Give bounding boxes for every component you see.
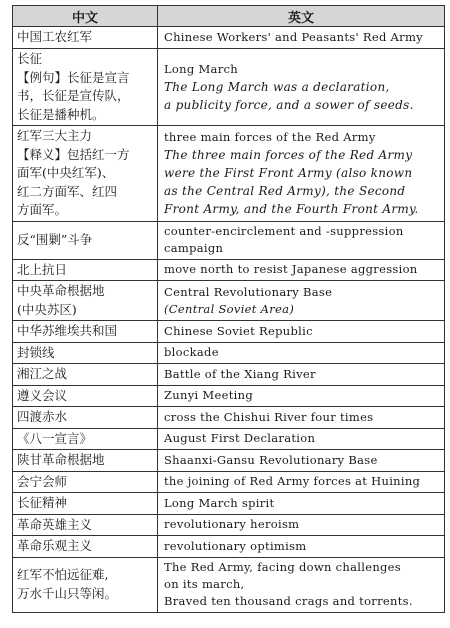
cell-chinese [13,450,158,472]
english-text-line: revolutionary heroism [164,517,300,532]
chinese-text-line: 长征是播种机。 [17,106,105,122]
header-chinese: 中文 [13,6,158,27]
table-row [13,428,445,450]
english-text-line: on its march, [164,577,245,591]
cell-english [158,450,445,472]
cell-english [158,557,445,612]
english-text-line: Battle of the Xiang River [164,366,316,381]
english-text-line: counter-encirclement and -suppression [164,224,404,238]
chinese-text-line: 中央革命根据地 [17,283,105,298]
table-row [13,493,445,515]
chinese-text-line: 湘江之战 [17,366,68,381]
glossary-table-container [12,5,444,613]
chinese-text-line: 四渡赤水 [17,409,68,424]
chinese-text-line: 红二方面军、红四 [17,183,118,199]
cell-english [158,428,445,450]
cell-chinese [13,364,158,386]
cell-chinese [13,471,158,493]
english-text-line: Chinese Soviet Republic [164,323,313,338]
english-text-line: Chinese Workers' and Peasants' Red Army [164,30,423,44]
chinese-text-line: 封锁线 [17,344,55,360]
english-text-line: August First Declaration [164,431,316,446]
english-text-line: revolutionary optimism [164,538,307,553]
table-row [13,557,445,612]
cell-chinese [13,321,158,343]
table-row [13,536,445,558]
table-row [13,221,445,259]
cell-english [158,126,445,222]
cell-chinese [13,221,158,259]
chinese-text-line: 反“围剿”斗争 [17,231,93,247]
english-text-line: campaign [164,241,224,255]
chinese-text-line: 红军三大主力 [17,128,93,143]
chinese-text-line: 【释义】包括红一方 [17,146,130,162]
cell-chinese [13,536,158,558]
chinese-text-line: 北上抗日 [17,261,68,277]
table-row [13,281,445,321]
english-example-line: a publicity force, and a sower of seeds. [164,97,414,112]
cell-chinese [13,407,158,429]
english-text-line: cross the Chishui River four times [164,409,374,424]
english-text-line: Shaanxi-Gansu Revolutionary Base [164,452,378,467]
cell-chinese [13,281,158,321]
english-example-line: as the Central Red Army), the Second [164,183,406,198]
english-text-line: Braved ten thousand crags and torrents. [164,594,413,608]
cell-english [158,281,445,321]
cell-english [158,385,445,407]
glossary-table [12,5,445,613]
chinese-text-line: 红军不怕远征难, [17,567,109,582]
chinese-text-line: 遵义会议 [17,387,68,403]
english-text-line: blockade [164,345,219,360]
chinese-text-line: 中华苏维埃共和国 [17,323,118,338]
chinese-text-line: 长征 [17,51,43,66]
table-row [13,321,445,343]
chinese-text-line: 《八一宣言》 [17,430,93,446]
chinese-text-line: 长征精神 [17,495,68,510]
cell-chinese [13,259,158,281]
table-row [13,385,445,407]
cell-english [158,407,445,429]
cell-english [158,514,445,536]
chinese-text-line: 万水千山只等闲。 [17,585,118,601]
cell-chinese [13,493,158,515]
cell-english [158,364,445,386]
english-text-line: Long March spirit [164,495,275,510]
cell-chinese [13,385,158,407]
chinese-text-line: 方面军。 [17,202,68,217]
chinese-text-line: 革命英雄主义 [17,516,93,532]
table-row [13,514,445,536]
table-row [13,49,445,126]
cell-chinese [13,514,158,536]
cell-english [158,471,445,493]
cell-chinese [13,27,158,49]
table-row [13,364,445,386]
table-row [13,407,445,429]
english-text-line: Central Revolutionary Base [164,284,333,299]
table-body [13,27,445,613]
chinese-text-line: 【例句】长征是宣言 [17,69,130,85]
cell-chinese [13,49,158,126]
chinese-text-line: 面军(中央红军)、 [17,165,115,180]
cell-english [158,259,445,281]
cell-english [158,27,445,49]
header-english: 英文 [158,6,445,27]
english-text-line: three main forces of the Red Army [164,129,376,144]
table-row [13,450,445,472]
cell-english [158,321,445,343]
english-example-line: The three main forces of the Red Army [164,147,413,162]
table-row [13,259,445,281]
chinese-text-line: 书，长征是宣传队， [17,88,130,103]
table-row [13,471,445,493]
table-row [13,126,445,222]
cell-chinese [13,126,158,222]
cell-chinese [13,342,158,364]
english-text-line: The Red Army, facing down challenges [164,560,401,574]
cell-english [158,49,445,126]
cell-english [158,536,445,558]
english-example-line: The Long March was a declaration, [164,79,390,94]
english-text-line: move north to resist Japanese aggression [164,262,418,277]
table-row [13,27,445,49]
english-text-line: Long March [164,61,238,76]
chinese-text-line: (中央苏区) [17,301,77,317]
english-text-line: the joining of Red Army forces at Huining [164,474,421,489]
english-text-line: Zunyi Meeting [164,388,253,403]
english-example-line: were the First Front Army (also known [164,165,413,180]
chinese-text-line: 陕甘革命根据地 [17,452,105,467]
english-example-line: Front Army, and the Fourth Front Army. [164,201,419,216]
cell-english [158,493,445,515]
cell-english [158,221,445,259]
cell-english [158,342,445,364]
table-header-row [13,6,445,27]
chinese-text-line: 中国工农红军 [17,29,93,45]
chinese-text-line: 革命乐观主义 [17,538,93,553]
cell-chinese [13,557,158,612]
cell-chinese [13,428,158,450]
table-row [13,342,445,364]
english-alt-name: (Central Soviet Area) [164,301,295,316]
chinese-text-line: 会宁会师 [17,473,68,489]
